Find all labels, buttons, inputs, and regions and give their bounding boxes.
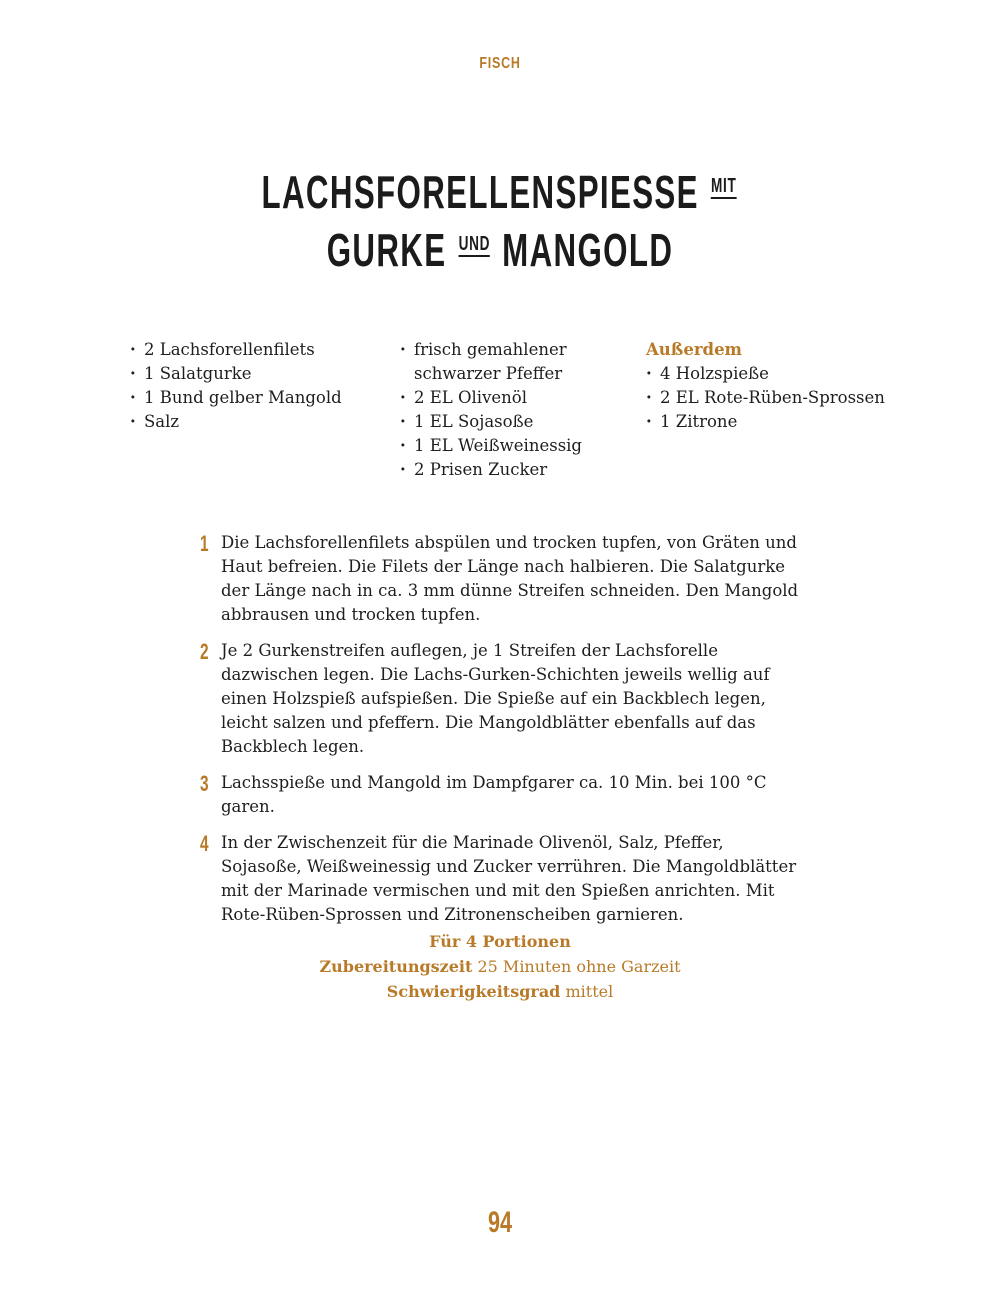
title-line-2: [160, 221, 840, 279]
step-number: 4: [200, 831, 209, 856]
step-number: 1: [200, 531, 209, 556]
title-main-2b: MANGOLD: [502, 224, 674, 276]
ingredient-item: · frisch gemahlener schwarzer Pfeffer: [400, 338, 630, 386]
portions: Für 4 Portionen: [429, 932, 571, 951]
instructions: [200, 531, 800, 939]
ingredient-item: · 4 Holzspieße: [646, 362, 926, 386]
ingredient-item: · 1 EL Weißweinessig: [400, 434, 630, 458]
ingredient-item: · 1 Salatgurke: [130, 362, 390, 386]
ingredient-item: · 2 EL Olivenöl: [400, 386, 630, 410]
step-number: 2: [200, 639, 209, 664]
step-number: 3: [200, 771, 209, 796]
prep-time-label: Zubereitungszeit: [319, 957, 473, 976]
ingredients-column-2: [400, 338, 630, 482]
instruction-step: [200, 831, 800, 927]
ingredients-extra-heading: Außerdem: [646, 340, 743, 359]
instruction-step: [200, 771, 800, 819]
difficulty: [0, 979, 1000, 1004]
recipe-meta: [0, 929, 1000, 1004]
step-text: Je 2 Gurkenstreifen auflegen, je 1 Streifen der Lachsforelle dazwischen legen. Die Lachs-Gurken-Schichten jeweils wellig auf einen Holzspieß aufspießen. Die Spieße auf ein Backblech legen, leicht salzen und pfeffern. Die Mangoldblätter ebenfalls auf das Backblech legen.: [221, 641, 770, 756]
step-text: Lachsspieße und Mangold im Dampfgarer ca. 10 Min. bei 100 °C garen.: [221, 773, 767, 816]
section-label: FISCH: [479, 55, 521, 72]
ingredient-item: · 2 EL Rote-Rüben-Sprossen: [646, 386, 926, 410]
ingredients-column-3: [646, 338, 926, 434]
ingredient-item: · 1 Bund gelber Mangold: [130, 386, 390, 410]
title-small-mit: MIT: [710, 175, 737, 197]
title-main-1: LACHSFORELLENSPIESSE: [261, 166, 699, 218]
instruction-step: [200, 531, 800, 627]
difficulty-value: mittel: [565, 982, 614, 1001]
difficulty-label: Schwierigkeitsgrad: [386, 982, 561, 1001]
title-line-1: [160, 163, 840, 221]
ingredients-column-1: [130, 338, 390, 434]
ingredient-item: · 1 Zitrone: [646, 410, 926, 434]
ingredient-item: · 2 Lachsforellenfilets: [130, 338, 390, 362]
prep-time-value: 25 Minuten ohne Garzeit: [477, 957, 681, 976]
ingredient-item: · 2 Prisen Zucker: [400, 458, 630, 482]
recipe-title: [0, 163, 1000, 279]
instruction-step: [200, 639, 800, 759]
title-main-2a: GURKE: [326, 224, 447, 276]
ingredient-item: · Salz: [130, 410, 390, 434]
prep-time: [0, 954, 1000, 979]
step-text: Die Lachsforellenfilets abspülen und trocken tupfen, von Gräten und Haut befreien. Die Filets der Länge nach halbieren. Die Salatgurke der Länge nach in ca. 3 mm dünne Streifen schneiden. Den Mangold abbrausen und trocken tupfen.: [221, 533, 799, 624]
step-text: In der Zwischenzeit für die Marinade Olivenöl, Salz, Pfeffer, Sojasoße, Weißweinessig und Zucker verrühren. Die Mangoldblätter mit der Marinade vermischen und mit den Spießen anrichten. Mit Rote-Rüben-Sprossen und Zitronenscheiben garnieren.: [221, 833, 797, 924]
page-number: 94: [487, 1206, 513, 1239]
title-small-und: UND: [458, 233, 491, 255]
ingredient-item: · 1 EL Sojasoße: [400, 410, 630, 434]
